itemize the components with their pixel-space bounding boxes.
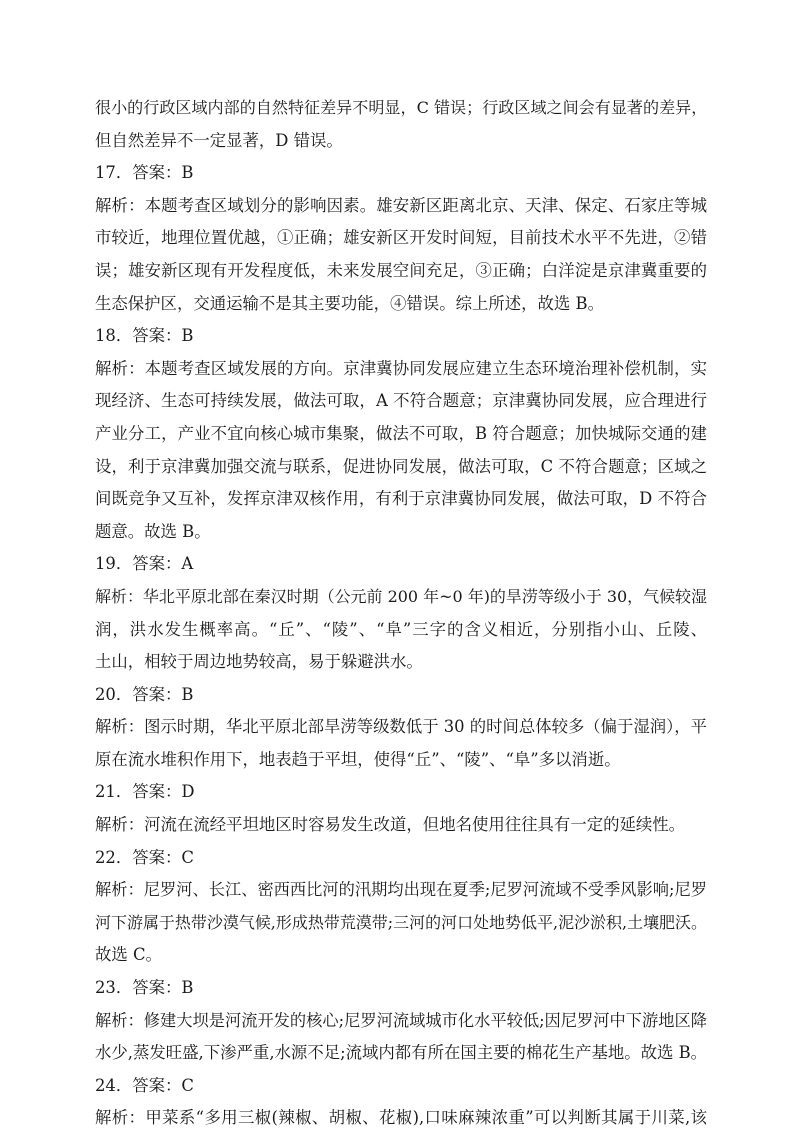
text-line: 水少,蒸发旺盛,下渗严重,水源不足;流域内都有所在国主要的棉花生产基地。故选 B。 <box>95 1043 708 1063</box>
text-line: 土山，相较于周边地势较高，易于躲避洪水。 <box>95 652 423 672</box>
text-line: 原在流水堆积作用下，地表趋于平坦，使得“丘”、“陵”、“阜”多以消逝。 <box>95 749 621 769</box>
text-line: 解析：图示时期，华北平原北部旱涝等级数低于 30 的时间总体较多（偏于湿润），平 <box>95 717 707 737</box>
text-line: 很小的行政区域内部的自然特征差异不明显，C 错误；行政区域之间会有显著的差异， <box>95 98 708 117</box>
text-line: 解析：华北平原北部在秦汉时期（公元前 200 年~0 年)的旱涝等级小于 30，气候较湿 <box>95 586 707 606</box>
text-line: 解析：河流在流经平坦地区时容易发生改道，但地名使用往往具有一定的延续性。 <box>95 815 686 835</box>
answer-heading-22: 22．答案：C <box>95 847 194 867</box>
answer-heading-23: 23．答案：B <box>95 978 194 998</box>
document-page <box>95 92 707 1135</box>
text-line: 题意。故选 B。 <box>95 521 211 541</box>
text-line: 解析：本题考查区域发展的方向。京津冀协同发展应建立生态环境治理补偿机制，实 <box>95 358 707 378</box>
text-line: 河下游属于热带沙漠气候,形成热带荒漠带;三河的河口处地势低平,泥沙淤积,土壤肥沃。 <box>95 912 707 932</box>
answer-heading-20: 20．答案：B <box>95 684 194 704</box>
text-line: 解析：修建大坝是河流开发的核心;尼罗河流域城市化水平较低;因尼罗河中下游地区降 <box>95 1010 707 1030</box>
text-line: 解析：甲菜系“多用三椒(辣椒、胡椒、花椒),口味麻辣浓重”可以判断其属于川菜,该 <box>95 1108 707 1128</box>
text-line: 设，利于京津冀加强交流与联系，促进协同发展，做法可取，C 不符合题意；区域之 <box>95 456 707 476</box>
text-line: 润，洪水发生概率高。“丘”、“陵”、“阜”三字的含义相近，分别指小山、丘陵、 <box>95 619 707 639</box>
text-line: 解析：尼罗河、长江、密西西比河的汛期均出现在夏季;尼罗河流域不受季风影响;尼罗 <box>95 880 707 900</box>
text-line: 间既竞争又互补，发挥京津双核作用，有利于京津冀协同发展，做法可取，D 不符合 <box>95 489 707 509</box>
text-line: 现经济、生态可持续发展，做法可取，A 不符合题意；京津冀协同发展，应合理进行 <box>95 391 707 411</box>
text-line: 生态保护区，交通运输不是其主要功能，④错误。综上所述，故选 B。 <box>95 293 604 313</box>
text-line: 解析：本题考查区域划分的影响因素。雄安新区距离北京、天津、保定、石家庄等城 <box>95 195 707 215</box>
text-line: 故选 C。 <box>95 945 162 965</box>
text-line: 误；雄安新区现有开发程度低，未来发展空间充足，③正确；白洋淀是京津冀重要的 <box>95 260 707 280</box>
answer-heading-24: 24．答案：C <box>95 1075 194 1095</box>
text-line: 产业分工，产业不宜向核心城市集聚，做法不可取，B 符合题意；加快城际交通的建 <box>95 423 707 443</box>
answer-heading-17: 17．答案：B <box>95 163 194 183</box>
answer-heading-21: 21．答案：D <box>95 782 195 802</box>
answer-heading-18: 18．答案：B <box>95 326 194 346</box>
answer-heading-19: 19．答案：A <box>95 554 194 574</box>
text-line: 市较近，地理位置优越，①正确；雄安新区开发时间短，目前技术水平不先进，②错 <box>95 228 707 248</box>
text-line: 但自然差异不一定显著，D 错误。 <box>95 130 343 150</box>
